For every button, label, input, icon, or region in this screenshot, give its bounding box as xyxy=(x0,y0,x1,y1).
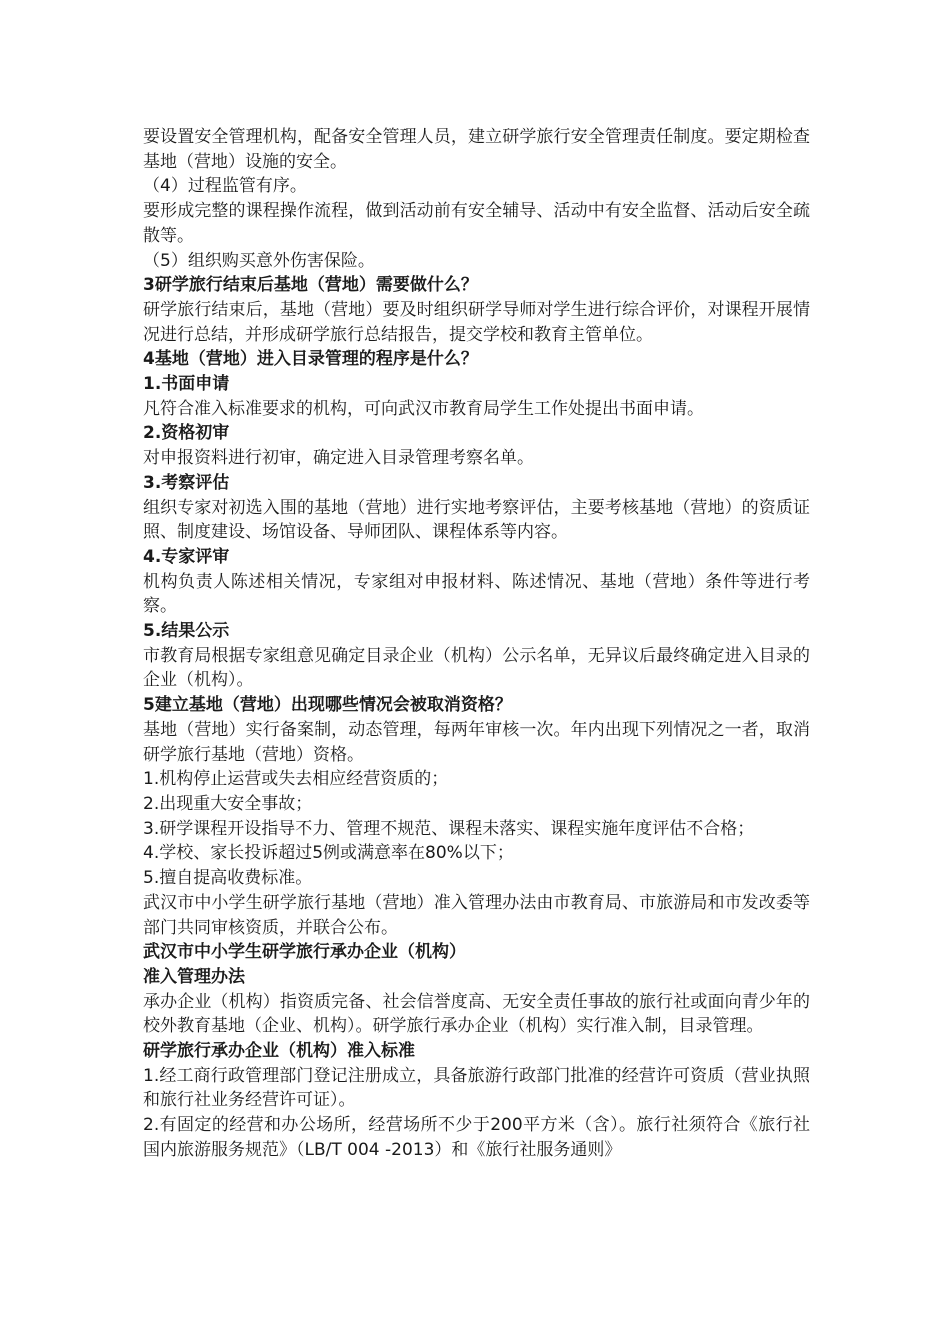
section-heading: 3.考察评估 xyxy=(143,472,230,493)
body-paragraph: 1.机构停止运营或失去相应经营资质的； xyxy=(143,769,449,790)
body-paragraph: 研学旅行结束后，基地（营地）要及时组织研学导师对学生进行综合评价，对课程开展情况进行总结，并形成研学旅行总结报告，提交学校和教育主管单位。 xyxy=(143,299,810,345)
body-paragraph: 2.出现重大安全事故； xyxy=(143,793,313,814)
body-paragraph: 机构负责人陈述相关情况，专家组对申报材料、陈述情况、基地（营地）条件等进行考察。 xyxy=(143,571,810,617)
body-paragraph: 1.经工商行政管理部门登记注册成立，具备旅游行政部门批准的经营许可资质（营业执照和旅行社业务经营许可证）。 xyxy=(143,1065,810,1111)
section-heading: 研学旅行承办企业（机构）准入标准 xyxy=(143,1041,415,1062)
section-heading: 3研学旅行结束后基地（营地）需要做什么？ xyxy=(143,275,478,296)
section-heading: 5.结果公示 xyxy=(143,621,230,642)
body-paragraph: 要设置安全管理机构，配备安全管理人员，建立研学旅行安全管理责任制度。要定期检查基地（营地）设施的安全。 xyxy=(143,127,810,172)
section-heading: 准入管理办法 xyxy=(143,966,245,987)
section-heading: 1.书面申请 xyxy=(143,374,230,395)
body-paragraph: （4）过程监管有序。 xyxy=(143,176,307,197)
body-paragraph: 3.研学课程开设指导不力、管理不规范、课程未落实、课程实施年度评估不合格； xyxy=(143,818,755,839)
section-heading: 2.资格初审 xyxy=(143,423,230,444)
body-paragraph: 5.擅自提高收费标准。 xyxy=(143,868,313,889)
body-paragraph: 4.学校、家长投诉超过5例或满意率在80%以下； xyxy=(143,843,514,864)
body-paragraph: 凡符合准入标准要求的机构，可向武汉市教育局学生工作处提出书面申请。 xyxy=(143,398,704,419)
body-paragraph: 武汉市中小学生研学旅行基地（营地）准入管理办法由市教育局、市旅游局和市发改委等部门共同审核资质，并联合公布。 xyxy=(143,892,810,938)
section-heading: 5建立基地（营地）出现哪些情况会被取消资格？ xyxy=(143,695,512,716)
body-paragraph: （5）组织购买意外伤害保险。 xyxy=(143,250,375,271)
section-heading: 武汉市中小学生研学旅行承办企业（机构） xyxy=(143,942,466,963)
body-paragraph: 基地（营地）实行备案制，动态管理，每两年审核一次。年内出现下列情况之一者，取消研学旅行基地（营地）资格。 xyxy=(143,719,810,765)
body-paragraph: 市教育局根据专家组意见确定目录企业（机构）公示名单，无异议后最终确定进入目录的企业（机构）。 xyxy=(143,645,810,691)
body-paragraph: 2.有固定的经营和办公场所，经营场所不少于200平方米（含）。旅行社须符合《旅行社国内旅游服务规范》（LB/T 004 -2013）和《旅行社服务通则》 xyxy=(143,1115,810,1160)
body-paragraph: 对申报资料进行初审，确定进入目录管理考察名单。 xyxy=(143,448,534,469)
body-paragraph: 组织专家对初选入围的基地（营地）进行实地考察评估，主要考核基地（营地）的资质证照、制度建设、场馆设备、导师团队、课程体系等内容。 xyxy=(143,497,810,543)
body-paragraph: 要形成完整的课程操作流程，做到活动前有安全辅导、活动中有安全监督、活动后安全疏散等。 xyxy=(143,201,810,246)
section-heading: 4基地（营地）进入目录管理的程序是什么？ xyxy=(143,349,478,370)
body-paragraph: 承办企业（机构）指资质完备、社会信誉度高、无安全责任事故的旅行社或面向青少年的校外教育基地（企业、机构）。研学旅行承办企业（机构）实行准入制，目录管理。 xyxy=(143,991,810,1037)
section-heading: 4.专家评审 xyxy=(143,546,230,567)
document-body xyxy=(143,125,810,1163)
